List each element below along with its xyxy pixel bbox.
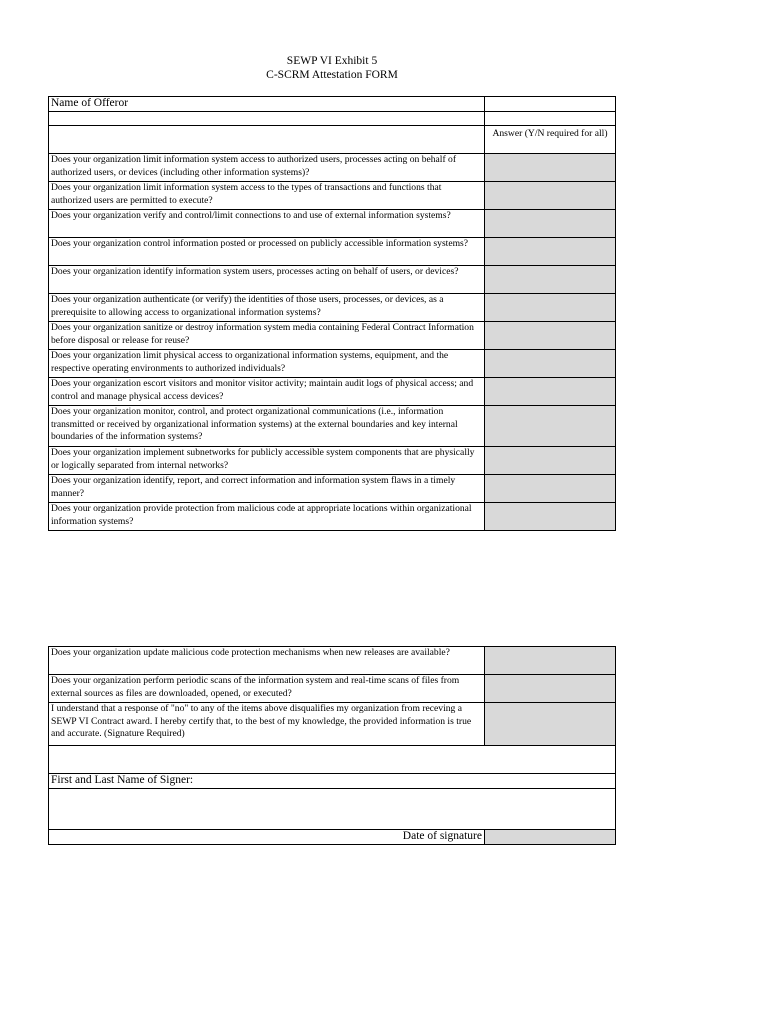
blank-row [49,746,616,774]
question-text: Does your organization monitor, control, and protect organizational communications (i.e., information transmitted or received by organizational information systems) at the external boundaries and key internal boundaries of the information systems? [49,406,485,447]
answer-field[interactable] [485,322,616,350]
signer-name-row [49,789,616,830]
question-row [49,322,616,350]
form-subtitle: C-SCRM Attestation FORM [266,69,398,81]
certification-text: I understand that a response of "no" to any of the items above disqualifies my organization from receving a SEWP VI Contract award. I hereby certify that, to the best of my knowledge, the provided information is true and accurate. (Signature Required) [49,703,485,746]
answer-field[interactable] [485,675,616,703]
question-row [49,647,616,675]
question-text: Does your organization implement subnetworks for publicly accessible system components that are physically or logically separated from internal networks? [49,447,485,475]
form-title: SEWP VI Exhibit 5 [286,55,378,67]
answer-field[interactable] [485,647,616,675]
answer-field[interactable] [485,503,616,531]
question-row [49,294,616,322]
question-text: Does your organization control information posted or processed on publicly accessible information systems? [49,238,485,266]
answer-field[interactable] [485,294,616,322]
question-text: Does your organization identify, report, and correct information and information system flaws in a timely manner? [49,475,485,503]
question-row [49,475,616,503]
question-row [49,266,616,294]
certification-row [49,703,616,746]
question-text: Does your organization verify and control/limit connections to and use of external information systems? [49,210,485,238]
question-row [49,350,616,378]
name-of-offeror-label: Name of Offeror [49,97,485,112]
signature-field[interactable] [485,703,616,746]
date-of-signature-field[interactable] [485,830,616,845]
answer-field[interactable] [485,378,616,406]
answer-field[interactable] [485,154,616,182]
answer-field[interactable] [485,447,616,475]
question-row [49,503,616,531]
question-row [49,378,616,406]
date-of-signature-label: Date of signature [49,830,485,845]
question-text: Does your organization update malicious code protection mechanisms when new releases are available? [49,647,485,675]
blank-cell [49,746,616,774]
signer-name-field[interactable] [49,789,616,830]
question-text: Does your organization sanitize or destroy information system media containing Federal Contract Information before disposal or release for reuse? [49,322,485,350]
question-row [49,154,616,182]
date-row [49,830,616,845]
answer-field[interactable] [485,475,616,503]
answer-field[interactable] [485,182,616,210]
spacer-row [49,112,616,126]
attestation-table-1 [48,96,616,531]
answer-field[interactable] [485,238,616,266]
question-row [49,447,616,475]
attestation-table-2 [48,646,616,845]
question-text: Does your organization authenticate (or verify) the identities of those users, processes, or devices, as a prerequisite to allowing access to organizational information systems? [49,294,485,322]
signer-name-label: First and Last Name of Signer: [49,774,616,789]
question-text: Does your organization perform periodic scans of the information system and real-time scans of files from external sources as files are downloaded, opened, or executed? [49,675,485,703]
question-text: Does your organization limit information system access to the types of transactions and functions that authorized users are permitted to execute? [49,182,485,210]
answer-field[interactable] [485,350,616,378]
offeror-row [49,97,616,112]
question-text: Does your organization provide protection from malicious code at appropriate locations within organizational information systems? [49,503,485,531]
name-of-offeror-field[interactable] [485,97,616,112]
question-text: Does your organization limit information system access to authorized users, processes acting on behalf of authorized users, or devices (including other information systems)? [49,154,485,182]
answer-field[interactable] [485,210,616,238]
answer-field[interactable] [485,406,616,447]
question-row [49,182,616,210]
header-row [49,126,616,154]
question-text: Does your organization identify information system users, processes acting on behalf of users, or devices? [49,266,485,294]
question-row [49,210,616,238]
question-row [49,406,616,447]
question-text: Does your organization limit physical access to organizational information systems, equipment, and the respective operating environments to authorized individuals? [49,350,485,378]
question-text: Does your organization escort visitors and monitor visitor activity; maintain audit logs of physical access; and control and manage physical access devices? [49,378,485,406]
signer-label-row [49,774,616,789]
answer-field[interactable] [485,266,616,294]
question-row [49,675,616,703]
answer-column-header: Answer (Y/N required for all) [485,126,616,154]
question-row [49,238,616,266]
